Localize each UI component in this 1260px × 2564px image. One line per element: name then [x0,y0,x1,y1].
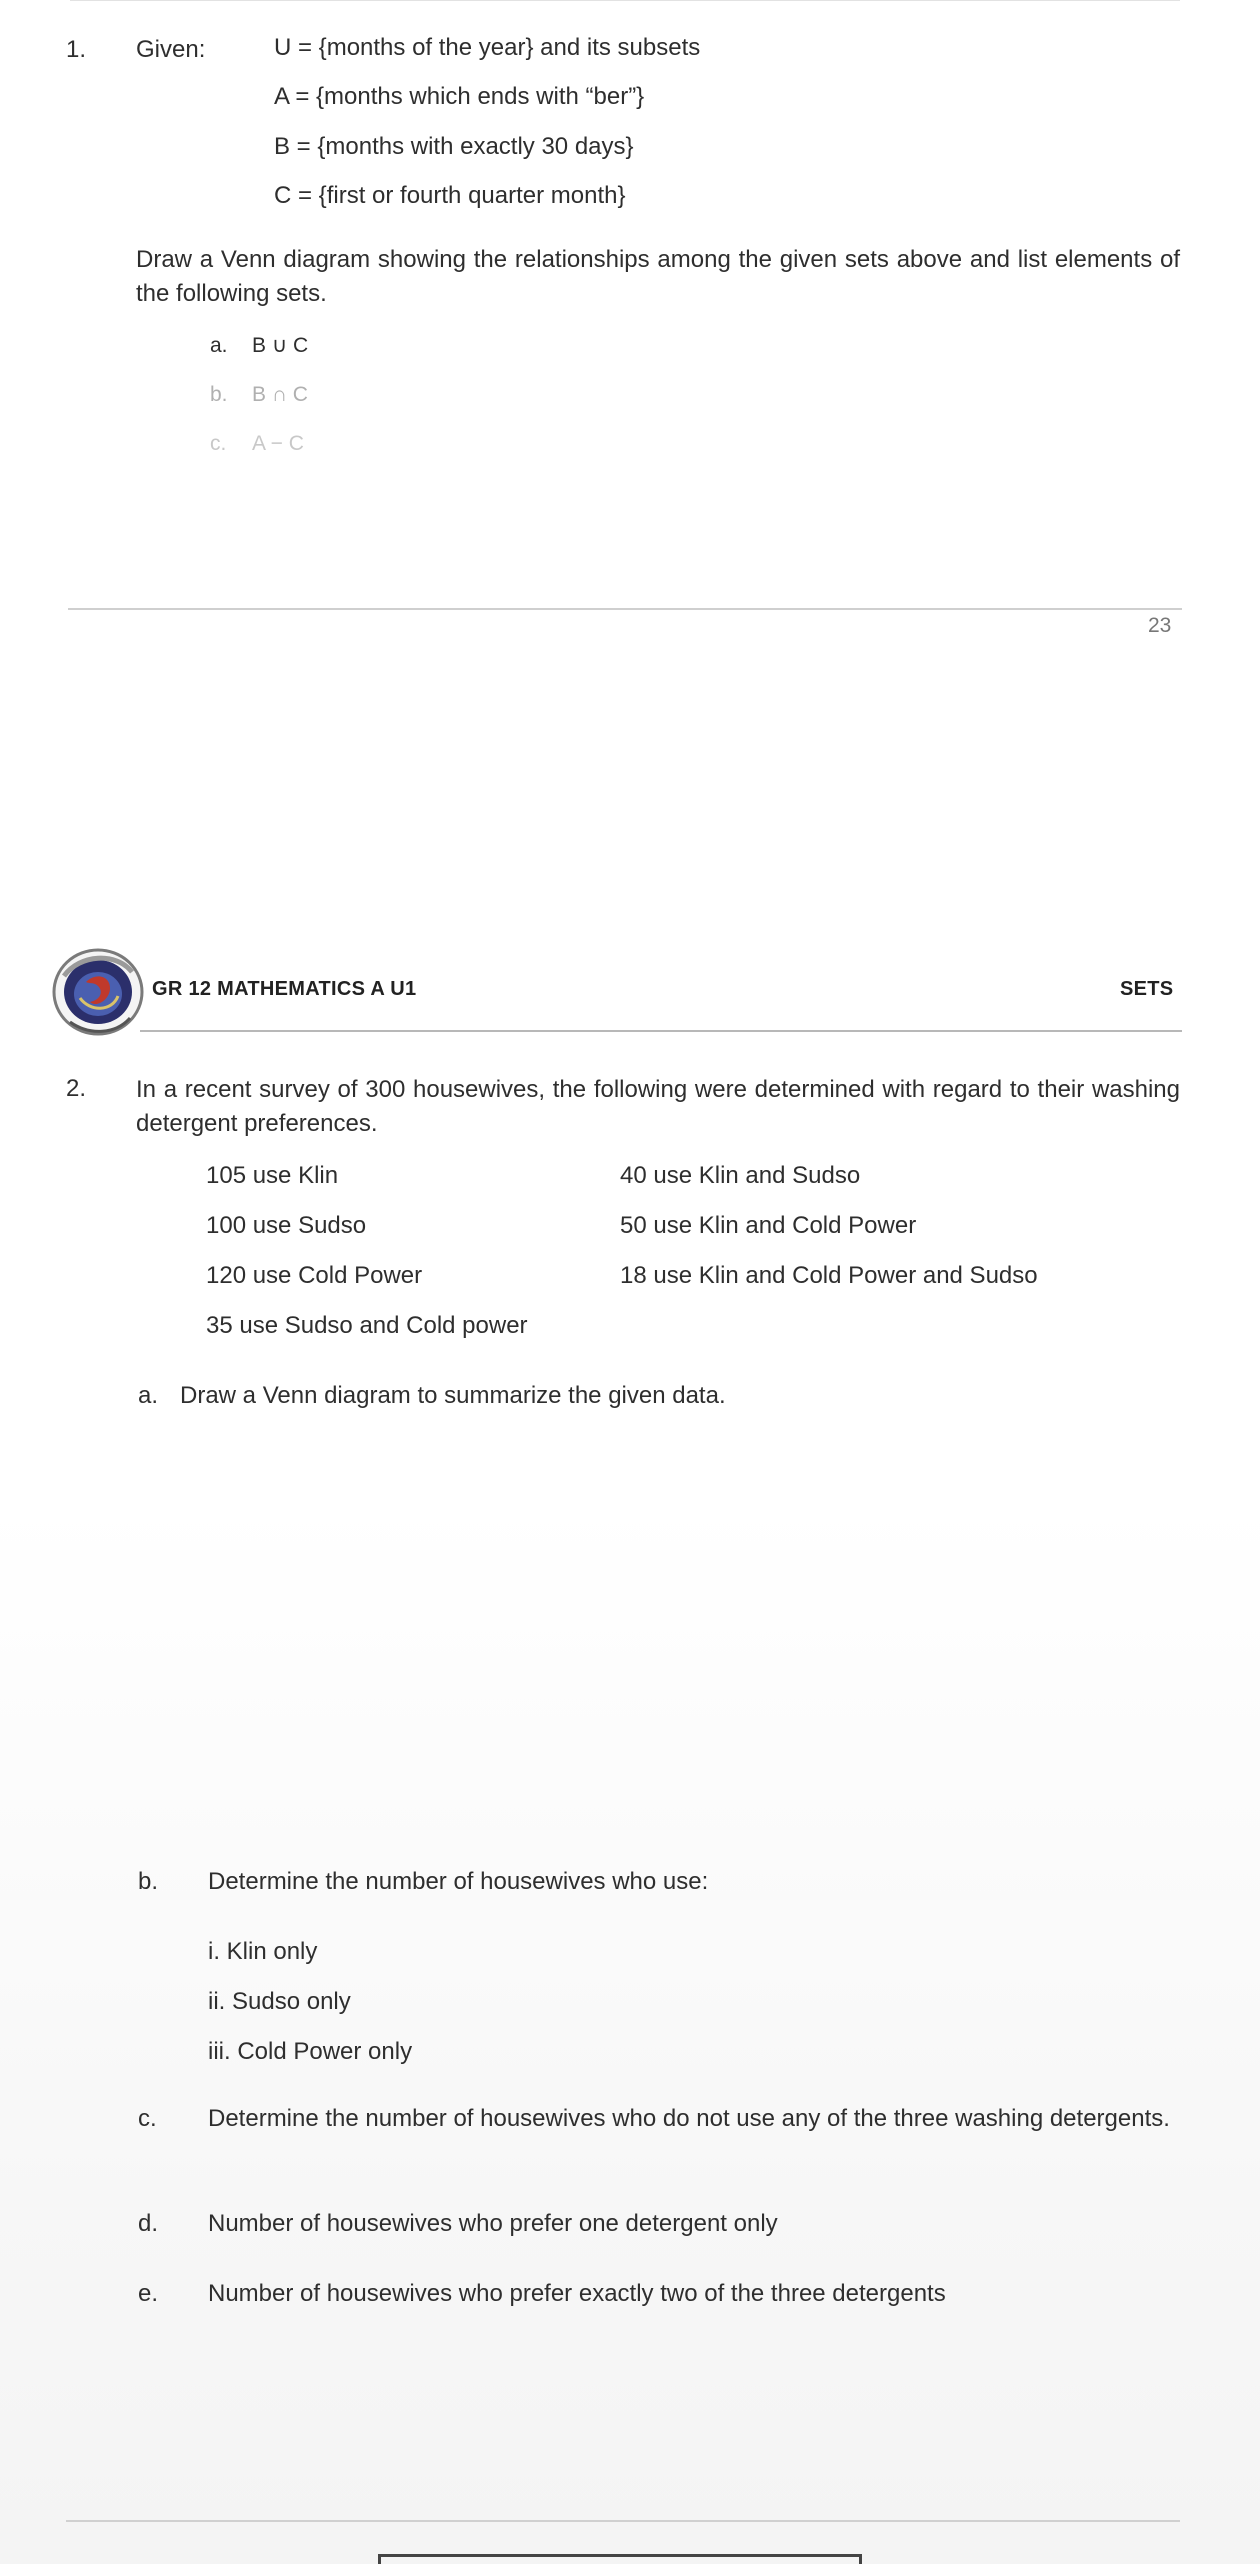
school-logo-icon [50,942,146,1038]
q1-part-b-label: b. [210,383,228,406]
q2-part-e-text: Number of housewives who prefer exactly two of the three detergents [208,2280,946,2307]
q2-number: 2. [66,1075,87,1102]
q2-fact-cold-power: 120 use Cold Power [206,1262,423,1289]
top-rule [70,0,1180,1]
q2-part-c-label: c. [138,2105,157,2132]
q1-part-a-expr: B ∪ C [252,334,309,357]
q1-set-c: C = {first or fourth quarter month} [274,182,626,209]
q1-instruction: Draw a Venn diagram showing the relationships among the given sets above and list elements of the following sets. [136,246,1180,307]
q2-fact-klin: 105 use Klin [206,1162,339,1189]
q1-part-a-label: a. [210,334,228,357]
q2-part-c-text: Determine the number of housewives who do not use any of the three washing detergents. [208,2105,1170,2132]
bottom-footer-rule [66,2520,1180,2522]
q1-number: 1. [66,36,87,63]
q1-part-b-expr: B ∩ C [252,383,308,406]
q2-part-b-item-cold: iii. Cold Power only [208,2038,413,2065]
q2-part-b-item-sudso: ii. Sudso only [208,1988,351,2015]
q2-part-b-label: b. [138,1868,159,1895]
q2-part-a-text: Draw a Venn diagram to summarize the given data. [180,1382,726,1409]
bottom-box [378,2554,862,2564]
q1-set-a: A = {months which ends with “ber”} [274,83,645,110]
q2-part-d-label: d. [138,2210,159,2237]
q2-fact-sudso-cold: 35 use Sudso and Cold power [206,1312,528,1339]
header-course: GR 12 MATHEMATICS A U1 [152,978,417,1000]
q1-set-u: U = {months of the year} and its subsets [274,34,701,61]
page-number: 23 [1148,614,1172,637]
q2-fact-klin-sudso: 40 use Klin and Sudso [620,1162,861,1189]
q2-part-b-item-klin: i. Klin only [208,1938,318,1965]
q1-given-label: Given: [136,36,206,63]
q2-part-d-text: Number of housewives who prefer one detergent only [208,2210,778,2237]
q2-fact-sudso: 100 use Sudso [206,1212,367,1239]
q2-part-b-text: Determine the number of housewives who use: [208,1868,709,1895]
q2-part-e-label: e. [138,2280,159,2307]
q1-part-c-expr: A − C [252,432,304,455]
q2-intro: In a recent survey of 300 housewives, the following were determined with regard to their washing detergent preferences. [136,1076,1180,1137]
header-topic: SETS [1120,978,1174,1000]
page-footer-rule [68,608,1182,610]
q2-part-a-label: a. [138,1382,159,1409]
q1-part-c-label: c. [210,432,227,455]
q2-fact-all-three: 18 use Klin and Cold Power and Sudso [620,1262,1038,1289]
q2-fact-klin-cold: 50 use Klin and Cold Power [620,1212,917,1239]
q1-set-b: B = {months with exactly 30 days} [274,133,634,160]
header-rule [140,1030,1182,1032]
